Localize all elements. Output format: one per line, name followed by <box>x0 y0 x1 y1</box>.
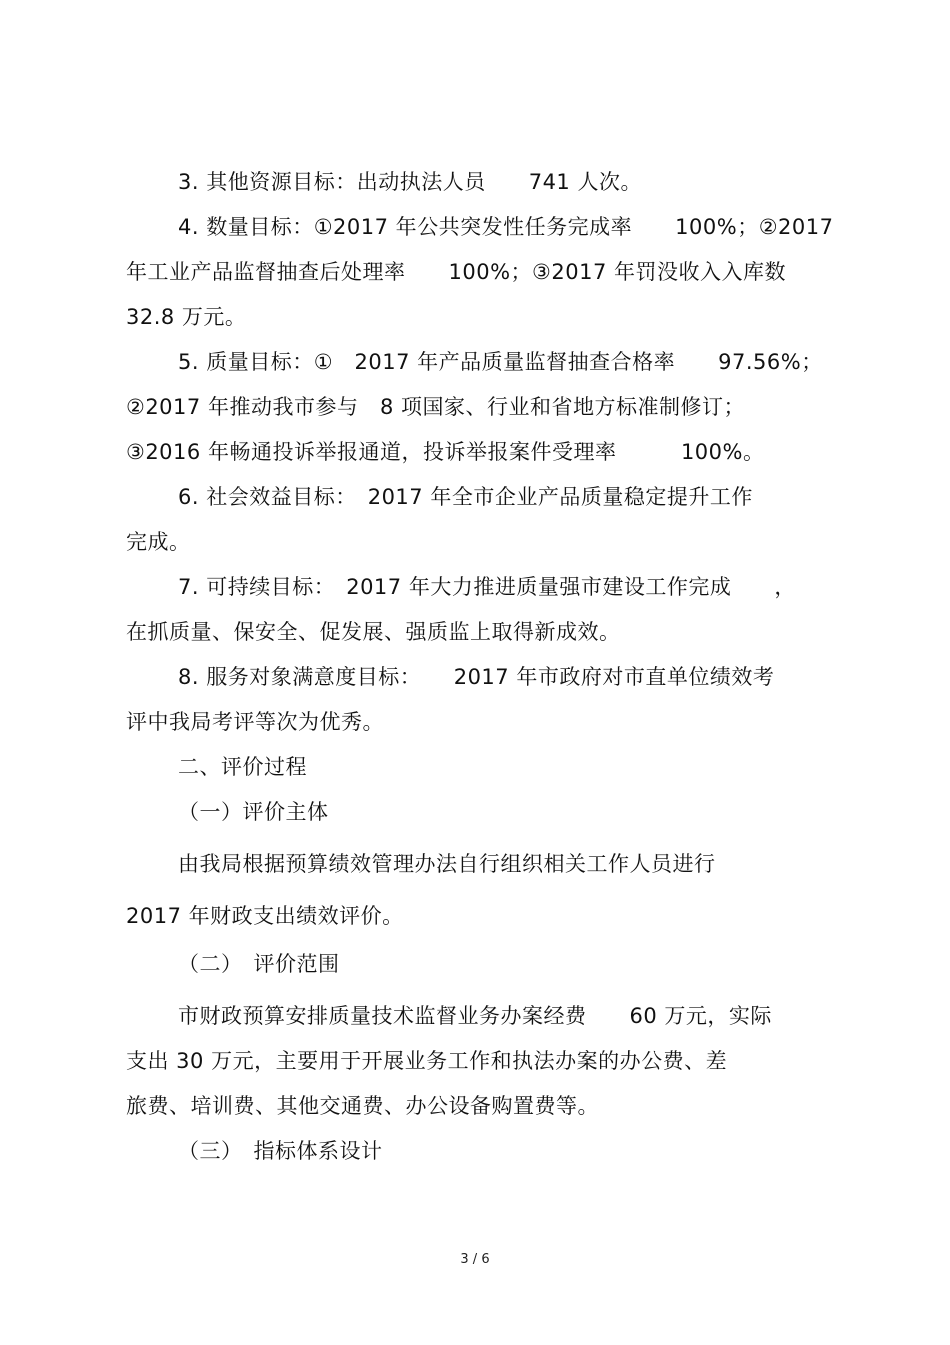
text-line: 在抓质量、保安全、促发展、强质监上取得新成效。 <box>126 620 621 644</box>
text-line: 支出 30 万元，主要用于开展业务工作和执法办案的办公费、差 <box>126 1049 728 1073</box>
text-line: 完成。 <box>126 530 191 554</box>
subsection-heading: （三） 指标体系设计 <box>178 1139 383 1163</box>
text-line: 年工业产品监督抽查后处理率 100%；③2017 年罚没收入入库数 <box>126 260 786 284</box>
text-line: 由我局根据预算绩效管理办法自行组织相关工作人员进行 <box>178 852 716 876</box>
section-heading: 二、评价过程 <box>178 755 307 779</box>
text-line: 4. 数量目标：①2017 年公共突发性任务完成率 100%；②2017 <box>178 215 834 239</box>
subsection-heading: （一）评价主体 <box>178 800 329 824</box>
text-line: ③2016 年畅通投诉举报通道，投诉举报案件受理率 100%。 <box>126 440 765 464</box>
text-line: ②2017 年推动我市参与 8 项国家、行业和省地方标准制修订； <box>126 395 745 419</box>
text-line: 3. 其他资源目标：出动执法人员 741 人次。 <box>178 170 642 194</box>
text-line: 5. 质量目标：① 2017 年产品质量监督抽查合格率 97.56%； <box>178 350 823 374</box>
text-line: 32.8 万元。 <box>126 305 247 329</box>
subsection-heading: （二） 评价范围 <box>178 952 340 976</box>
text-line: 8. 服务对象满意度目标： 2017 年市政府对市直单位绩效考 <box>178 665 775 689</box>
text-line: 评中我局考评等次为优秀。 <box>126 710 384 734</box>
text-line: 旅费、培训费、其他交通费、办公设备购置费等。 <box>126 1094 599 1118</box>
text-line: 7. 可持续目标： 2017 年大力推进质量强市建设工作完成 ， <box>178 575 796 599</box>
text-line: 市财政预算安排质量技术监督业务办案经费 60 万元，实际 <box>178 1004 772 1028</box>
text-line: 2017 年财政支出绩效评价。 <box>126 904 404 928</box>
page-number: 3 / 6 <box>460 1252 490 1267</box>
text-line: 6. 社会效益目标： 2017 年全市企业产品质量稳定提升工作 <box>178 485 753 509</box>
